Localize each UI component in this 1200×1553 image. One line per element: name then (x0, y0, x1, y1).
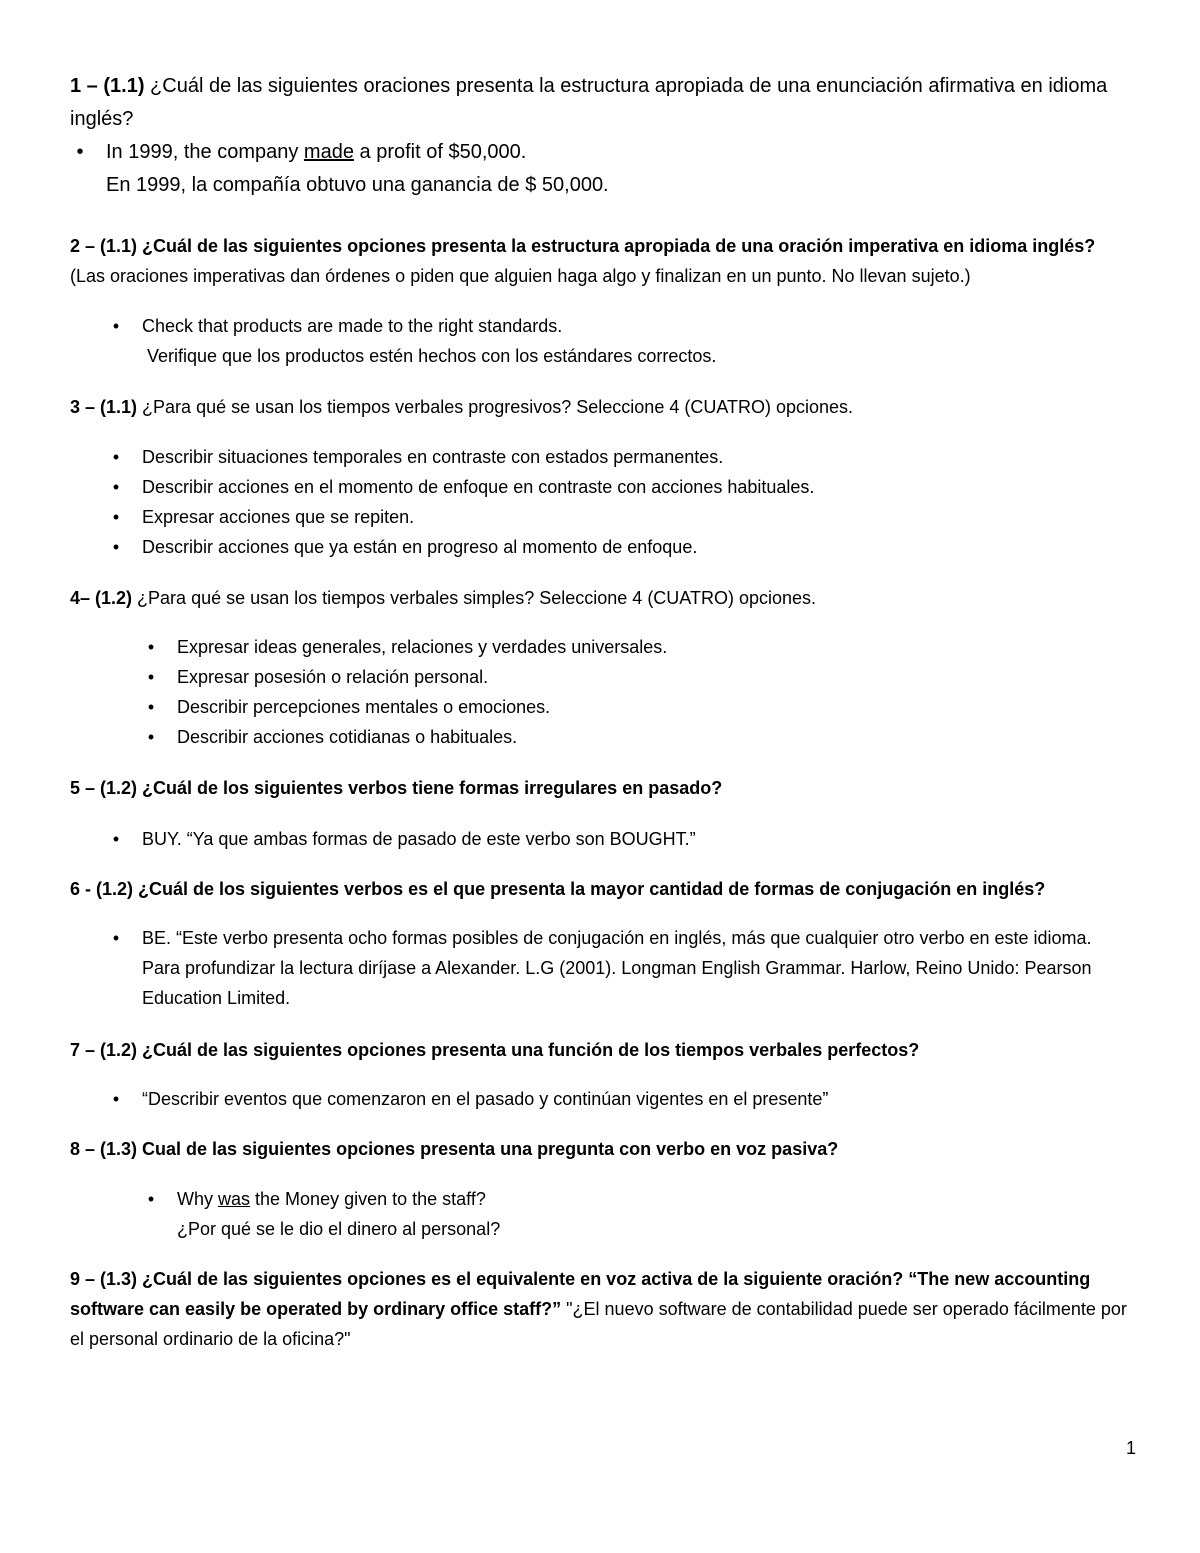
list-item (106, 824, 696, 854)
answer-8-post: the Money given to the staff? (250, 1189, 486, 1209)
answer-1-pre: In 1999, the company (106, 141, 304, 163)
list-item (141, 662, 667, 692)
question-4-answers (141, 632, 667, 752)
answer-8-pre: Why (177, 1189, 219, 1209)
bullet-icon: • (147, 1189, 155, 1209)
list-item (106, 442, 814, 472)
question-7: 7 – (1.2) ¿Cuál de las siguientes opciones presenta una función de los tiempos verbales perfectos? (70, 1040, 920, 1060)
question-2-note: (Las oraciones imperativas dan órdenes o piden que alguien haga algo y finalizan en un punto. No llevan sujeto.) (70, 266, 971, 286)
bullet-icon: • (147, 637, 155, 657)
question-1-text: ¿Cuál de las siguientes oraciones presenta la estructura apropiada de una enunciación afirmativa en idioma inglés? (70, 75, 1108, 130)
answer-4-1: Expresar ideas generales, relaciones y verdades universales. (177, 637, 668, 657)
question-3-number: 3 – (1.1) (70, 397, 138, 417)
question-4-number: 4– (1.2) (70, 588, 133, 608)
answer-4-4: Describir acciones cotidianas o habituales. (177, 727, 518, 747)
question-6: 6 - (1.2) ¿Cuál de los siguientes verbos es el que presenta la mayor cantidad de formas de conjugación en inglés? (70, 879, 1046, 899)
question-1 (70, 70, 1134, 136)
bullet-icon: • (112, 537, 120, 557)
list-item (106, 311, 562, 341)
question-2 (70, 231, 1134, 291)
question-3 (70, 392, 1134, 422)
list-item (106, 532, 814, 562)
bullet-icon: • (112, 316, 120, 336)
list-item (106, 923, 1106, 1013)
question-9 (70, 1264, 1134, 1354)
bullet-icon: • (147, 667, 155, 687)
answer-6: BE. “Este verbo presenta ocho formas posibles de conjugación en inglés, más que cualquier otro verbo en este idioma. Para profundizar la lectura diríjase a Alexander. L.G (2001). Longman English Grammar. Harlow, Reino Unido: Pearson Education Limited. (142, 928, 1092, 1008)
answer-3-3: Expresar acciones que se repiten. (142, 507, 415, 527)
question-7-answers (106, 1084, 828, 1114)
question-4-text: ¿Para qué se usan los tiempos verbales simples? Seleccione 4 (CUATRO) opciones. (132, 588, 817, 608)
answer-3-4: Describir acciones que ya están en progreso al momento de enfoque. (142, 537, 698, 557)
bullet-icon: • (76, 141, 84, 163)
question-5: 5 – (1.2) ¿Cuál de los siguientes verbos tiene formas irregulares en pasado? (70, 778, 723, 798)
question-8: 8 – (1.3) Cual de las siguientes opciones presenta una pregunta con verbo en voz pasiva? (70, 1139, 839, 1159)
bullet-icon: • (147, 727, 155, 747)
question-2-answers (106, 311, 562, 341)
list-item (106, 472, 814, 502)
answer-8-translation: ¿Por qué se le dio el dinero al personal? (177, 1219, 501, 1239)
answer-8-underlined: was (218, 1189, 251, 1209)
bullet-icon: • (112, 447, 120, 467)
answer-7: “Describir eventos que comenzaron en el pasado y continúan vigentes en el presente” (142, 1089, 829, 1109)
answer-1-translation: En 1999, la compañía obtuvo una ganancia de $ 50,000. (106, 174, 609, 196)
bullet-icon: • (112, 928, 120, 948)
list-item (141, 722, 667, 752)
answer-2: Check that products are made to the right standards. (142, 316, 563, 336)
question-1-number: 1 – (1.1) (70, 75, 145, 97)
question-8-answers (141, 1184, 486, 1214)
bullet-icon: • (112, 1089, 120, 1109)
answer-3-1: Describir situaciones temporales en contraste con estados permanentes. (142, 447, 724, 467)
list-item (141, 692, 667, 722)
list-item (70, 136, 526, 169)
bullet-icon: • (112, 477, 120, 497)
answer-1-post: a profit of $50,000. (353, 141, 527, 163)
question-1-answers (70, 136, 526, 169)
question-5-answers (106, 824, 696, 854)
question-3-answers (106, 442, 814, 562)
answer-5: BUY. “Ya que ambas formas de pasado de este verbo son BOUGHT.” (142, 829, 696, 849)
question-4 (70, 583, 1134, 613)
question-2-heading: 2 – (1.1) ¿Cuál de las siguientes opciones presenta la estructura apropiada de una oración imperativa en idioma inglés? (70, 236, 1096, 256)
list-item (141, 632, 667, 662)
bullet-icon: • (112, 829, 120, 849)
answer-2-translation: Verifique que los productos estén hechos con los estándares correctos. (147, 346, 717, 366)
bullet-icon: • (112, 507, 120, 527)
list-item (106, 1084, 828, 1114)
question-6-answers (106, 923, 1106, 1013)
answer-3-2: Describir acciones en el momento de enfoque en contraste con acciones habituales. (142, 477, 815, 497)
list-item (106, 502, 814, 532)
question-3-text: ¿Para qué se usan los tiempos verbales progresivos? Seleccione 4 (CUATRO) opciones. (137, 397, 854, 417)
question-9-heading: 9 – (1.3) ¿Cuál de las siguientes opciones es el equivalente en voz activa de la siguiente oración? “The new accounting software can easily be operated by ordinary office staff?” (70, 1269, 1091, 1319)
question-9-rest: "¿El nuevo software de contabilidad puede ser operado fácilmente por el personal ordinario de la oficina?" (70, 1299, 1127, 1349)
list-item (141, 1184, 486, 1214)
bullet-icon: • (147, 697, 155, 717)
answer-1-underlined: made (303, 141, 354, 163)
answer-4-3: Describir percepciones mentales o emociones. (177, 697, 551, 717)
answer-4-2: Expresar posesión o relación personal. (177, 667, 489, 687)
page-number: 1 (1125, 1438, 1136, 1458)
